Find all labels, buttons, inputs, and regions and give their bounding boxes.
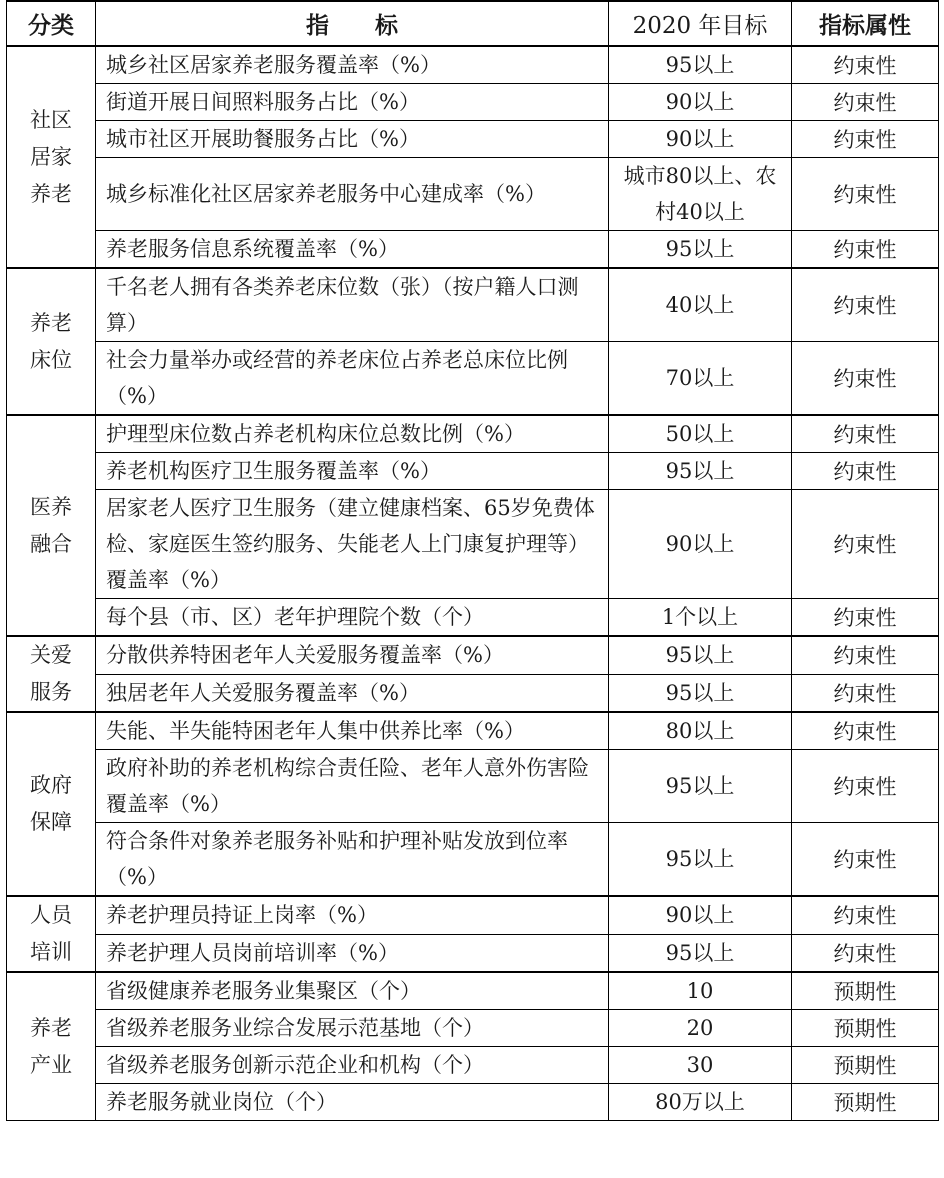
indicator-cell: 城市社区开展助餐服务占比（%）	[96, 121, 609, 158]
category-line: 养老	[30, 181, 72, 206]
category-line: 政府	[30, 773, 72, 797]
property-cell: 约束性	[792, 46, 939, 84]
target-cell: 95以上	[609, 674, 792, 712]
table-row	[7, 1084, 939, 1121]
target-cell: 95以上	[609, 636, 792, 674]
indicator-cell: 省级养老服务业综合发展示范基地（个）	[96, 1010, 609, 1047]
indicator-cell: 社会力量举办或经营的养老床位占养老总床位比例（%）	[96, 342, 609, 416]
indicator-cell: 养老护理人员岗前培训率（%）	[96, 934, 609, 972]
target-cell: 95以上	[609, 453, 792, 490]
category-line: 服务	[30, 680, 72, 704]
target-cell: 50以上	[609, 415, 792, 453]
target-cell: 90以上	[609, 84, 792, 121]
property-cell: 约束性	[792, 453, 939, 490]
property-cell: 约束性	[792, 896, 939, 934]
property-cell: 约束性	[792, 342, 939, 416]
target-cell: 95以上	[609, 46, 792, 84]
indicator-cell: 养老机构医疗卫生服务覆盖率（%）	[96, 453, 609, 490]
target-cell: 95以上	[609, 750, 792, 823]
table-row	[7, 972, 939, 1010]
property-cell: 约束性	[792, 158, 939, 231]
target-cell: 10	[609, 972, 792, 1010]
table-row	[7, 231, 939, 269]
table-row	[7, 490, 939, 599]
category-line: 医养	[30, 494, 72, 519]
table-row	[7, 158, 939, 231]
target-cell: 70以上	[609, 342, 792, 416]
indicator-cell: 千名老人拥有各类养老床位数（张）（按户籍人口测算）	[96, 268, 609, 342]
target-cell: 90以上	[609, 121, 792, 158]
category-cell	[7, 636, 96, 712]
table-row	[7, 750, 939, 823]
category-line: 社区	[30, 107, 72, 132]
indicator-cell: 省级健康养老服务业集聚区（个）	[96, 972, 609, 1010]
category-line: 居家	[30, 144, 72, 169]
table-row	[7, 46, 939, 84]
target-cell: 20	[609, 1010, 792, 1047]
property-cell: 约束性	[792, 599, 939, 637]
category-line: 床位	[30, 347, 72, 372]
property-cell: 约束性	[792, 268, 939, 342]
indicator-cell: 失能、半失能特困老年人集中供养比率（%）	[96, 712, 609, 750]
table-row	[7, 453, 939, 490]
table-row	[7, 415, 939, 453]
indicator-cell: 城乡社区居家养老服务覆盖率（%）	[96, 46, 609, 84]
property-cell: 约束性	[792, 84, 939, 121]
category-line: 关爱	[30, 643, 72, 667]
property-cell: 约束性	[792, 674, 939, 712]
property-cell: 预期性	[792, 1010, 939, 1047]
table-row	[7, 342, 939, 416]
category-cell	[7, 46, 96, 268]
property-cell: 约束性	[792, 712, 939, 750]
indicator-cell: 省级养老服务创新示范企业和机构（个）	[96, 1047, 609, 1084]
property-cell: 约束性	[792, 490, 939, 599]
indicator-cell: 养老护理员持证上岗率（%）	[96, 896, 609, 934]
table-row	[7, 1047, 939, 1084]
indicator-cell: 护理型床位数占养老机构床位总数比例（%）	[96, 415, 609, 453]
target-cell: 40以上	[609, 268, 792, 342]
category-line: 养老	[30, 310, 72, 335]
indicator-cell: 政府补助的养老机构综合责任险、老年人意外伤害险覆盖率（%）	[96, 750, 609, 823]
category-line: 养老	[30, 1015, 72, 1040]
category-line: 培训	[30, 940, 72, 964]
pension-indicator-table	[6, 0, 939, 1121]
target-cell: 城市80以上、农村40以上	[609, 158, 792, 231]
table-row	[7, 896, 939, 934]
indicator-cell: 每个县（市、区）老年护理院个数（个）	[96, 599, 609, 637]
property-cell: 预期性	[792, 1084, 939, 1121]
table-row	[7, 599, 939, 637]
table-row	[7, 121, 939, 158]
category-cell	[7, 896, 96, 972]
header-target: 2020 年目标	[609, 1, 792, 46]
indicator-cell: 独居老年人关爱服务覆盖率（%）	[96, 674, 609, 712]
category-line: 保障	[30, 810, 72, 834]
header-category: 分类	[7, 1, 96, 46]
category-cell	[7, 972, 96, 1121]
target-cell: 95以上	[609, 823, 792, 897]
category-line: 融合	[30, 531, 72, 556]
target-cell: 1个以上	[609, 599, 792, 637]
property-cell: 约束性	[792, 121, 939, 158]
category-cell	[7, 415, 96, 636]
table-row	[7, 268, 939, 342]
indicator-cell: 养老服务就业岗位（个）	[96, 1084, 609, 1121]
category-line: 人员	[30, 903, 72, 927]
table-row	[7, 712, 939, 750]
target-cell: 95以上	[609, 934, 792, 972]
property-cell: 约束性	[792, 636, 939, 674]
property-cell: 约束性	[792, 934, 939, 972]
property-cell: 约束性	[792, 231, 939, 269]
property-cell: 约束性	[792, 823, 939, 897]
header-row	[7, 1, 939, 46]
indicator-cell: 城乡标准化社区居家养老服务中心建成率（%）	[96, 158, 609, 231]
property-cell: 约束性	[792, 415, 939, 453]
table-row	[7, 934, 939, 972]
header-indicator: 指 标	[96, 1, 609, 46]
property-cell: 约束性	[792, 750, 939, 823]
target-cell: 80万以上	[609, 1084, 792, 1121]
table-row	[7, 636, 939, 674]
indicator-table-container	[6, 0, 939, 1121]
property-cell: 预期性	[792, 972, 939, 1010]
category-cell	[7, 268, 96, 415]
category-line: 产业	[30, 1052, 72, 1077]
target-cell: 95以上	[609, 231, 792, 269]
category-cell	[7, 712, 96, 896]
header-property: 指标属性	[792, 1, 939, 46]
target-cell: 90以上	[609, 896, 792, 934]
table-row	[7, 823, 939, 897]
table-row	[7, 1010, 939, 1047]
table-row	[7, 674, 939, 712]
indicator-cell: 居家老人医疗卫生服务（建立健康档案、65岁免费体检、家庭医生签约服务、失能老人上门康复护理等）覆盖率（%）	[96, 490, 609, 599]
target-cell: 30	[609, 1047, 792, 1084]
property-cell: 预期性	[792, 1047, 939, 1084]
target-cell: 90以上	[609, 490, 792, 599]
indicator-cell: 符合条件对象养老服务补贴和护理补贴发放到位率（%）	[96, 823, 609, 897]
target-cell: 80以上	[609, 712, 792, 750]
table-row	[7, 84, 939, 121]
indicator-cell: 街道开展日间照料服务占比（%）	[96, 84, 609, 121]
indicator-cell: 养老服务信息系统覆盖率（%）	[96, 231, 609, 269]
indicator-cell: 分散供养特困老年人关爱服务覆盖率（%）	[96, 636, 609, 674]
